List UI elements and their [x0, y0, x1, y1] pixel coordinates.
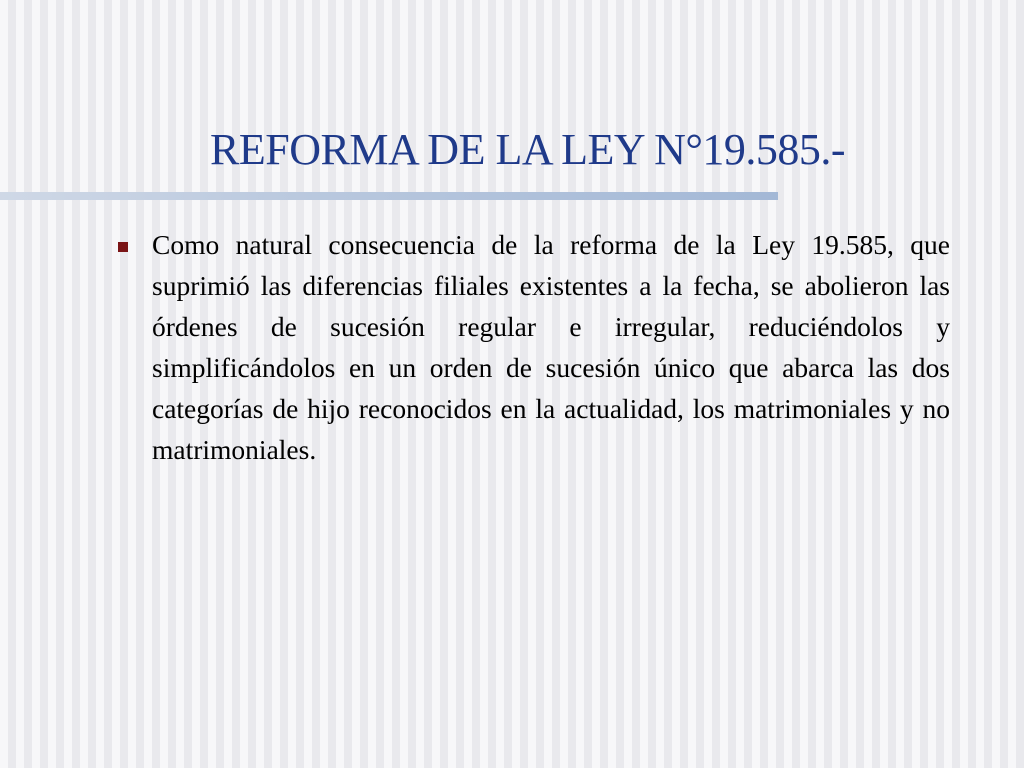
bullet-list [114, 224, 950, 470]
bullet-text: Como natural consecuencia de la reforma de la Ley 19.585, que suprimió las diferencias filiales existentes a la fecha, se abolieron las órdenes de sucesión regular e irregular, reduciéndolos y simplificándolos en un orden de sucesión único que abarca las dos categorías de hijo reconocidos en la actualidad, los matrimoniales y no matrimoniales. [152, 229, 950, 465]
slide-title: REFORMA DE LA LEY N°19.585.- [210, 125, 846, 174]
list-item [114, 224, 950, 470]
square-bullet-icon [118, 242, 128, 252]
title-divider [0, 192, 778, 200]
